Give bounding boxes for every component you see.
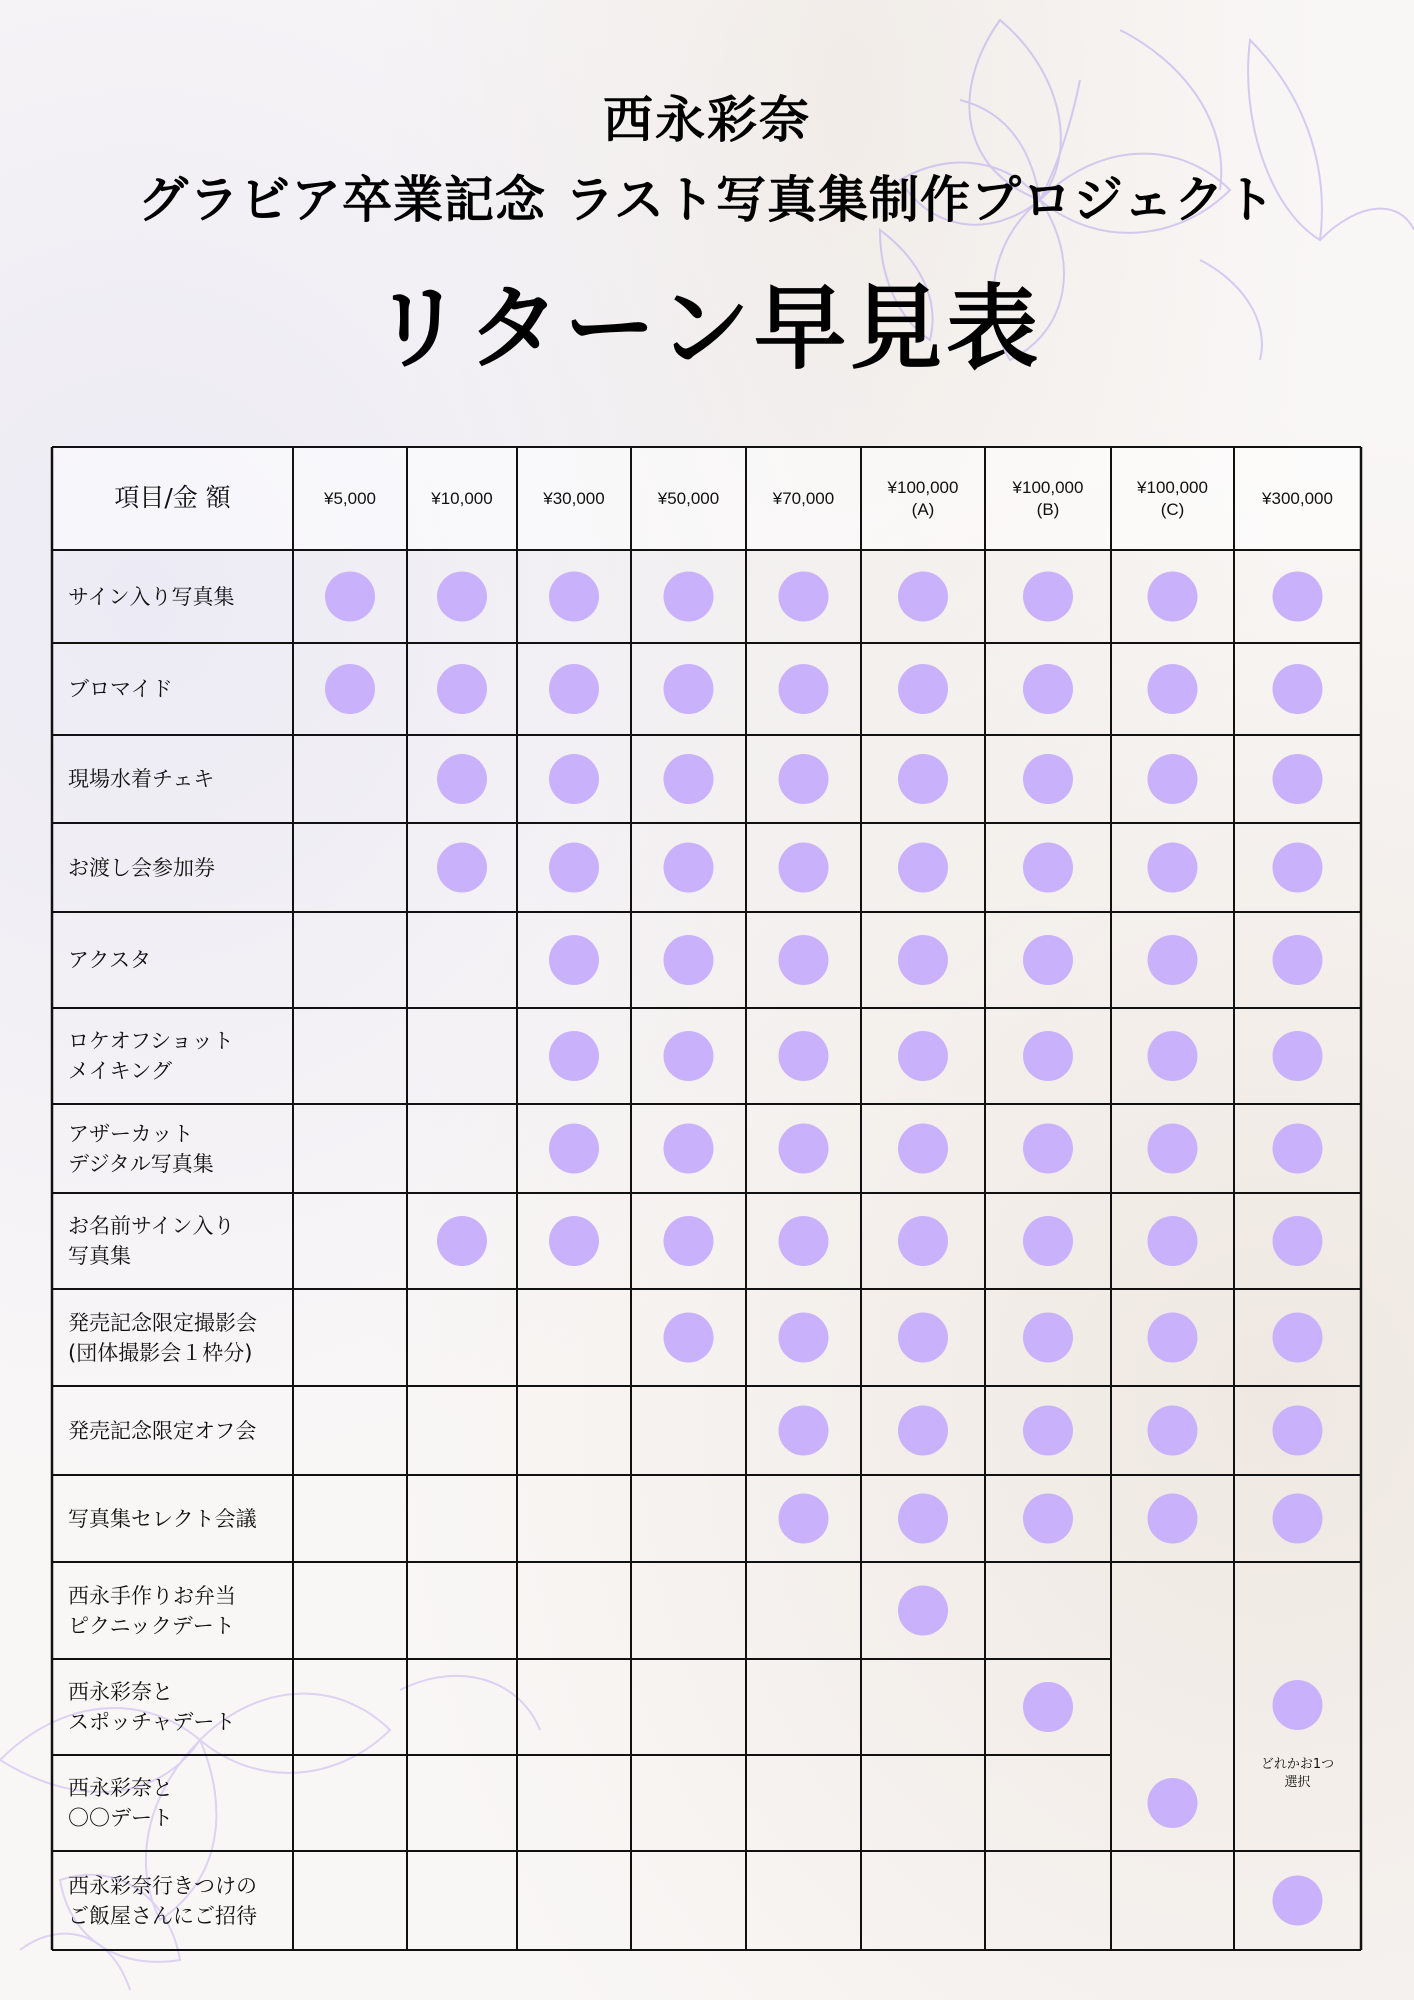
event-name: 西永彩奈: [603, 91, 811, 149]
check-dot: [1148, 935, 1198, 985]
check-dot: [898, 1124, 948, 1174]
choose-one-note: どれかお1つ 選択: [1260, 1757, 1335, 1790]
check-dot: [1148, 1494, 1198, 1544]
header-price-9: ¥300,000: [1262, 488, 1333, 508]
check-dot: [1273, 1494, 1323, 1544]
row-label: アザーカット デジタル写真集: [68, 1121, 214, 1176]
check-dot: [1273, 935, 1323, 985]
check-dot: [1273, 1031, 1323, 1081]
check-dot: [898, 754, 948, 804]
check-dot: [779, 572, 829, 622]
header-price-1: ¥5,000: [324, 488, 376, 508]
row-label: 西永彩奈と 〇〇デート: [68, 1776, 173, 1830]
check-dot: [1023, 754, 1073, 804]
check-dot: [1023, 1406, 1073, 1456]
check-dot: [898, 935, 948, 985]
row-label: お渡し会参加券: [68, 855, 215, 880]
check-dot: [1023, 843, 1073, 893]
check-dot: [1023, 1494, 1073, 1544]
check-dot: [779, 754, 829, 804]
check-dot: [1148, 843, 1198, 893]
header-price-3: ¥30,000: [543, 488, 605, 508]
row-label: アクスタ: [68, 948, 152, 972]
row-label: 発売記念限定オフ会: [68, 1418, 257, 1443]
check-dot: [1148, 1313, 1198, 1363]
check-dot: [664, 1031, 714, 1081]
check-dot: [1148, 1406, 1198, 1456]
check-dot: [1023, 664, 1073, 714]
check-dot: [1273, 572, 1323, 622]
check-dot: [664, 664, 714, 714]
check-dot: [664, 1216, 714, 1266]
check-dot: [549, 843, 599, 893]
check-dot: [898, 572, 948, 622]
header-price-7: ¥100,000 (B): [1012, 477, 1084, 519]
check-dot: [779, 935, 829, 985]
check-dot: [1023, 1124, 1073, 1174]
row-label: 西永彩奈行きつけの ご飯屋さんにご招待: [68, 1873, 257, 1928]
check-dot: [779, 664, 829, 714]
row-label: 写真集セレクト会議: [68, 1506, 257, 1531]
check-dot: [664, 572, 714, 622]
row-label: 現場水着チェキ: [68, 767, 215, 791]
check-dot: [1023, 572, 1073, 622]
check-dot: [1148, 1778, 1198, 1828]
header-price-6: ¥100,000 (A): [887, 477, 959, 519]
row-label: お名前サイン入り 写真集: [68, 1214, 235, 1268]
row-label: 西永手作りお弁当 ピクニックデート: [68, 1583, 236, 1638]
check-dot: [779, 1313, 829, 1363]
header-item-label: 項目/金 額: [114, 482, 231, 512]
check-dot: [549, 664, 599, 714]
check-dot: [898, 664, 948, 714]
check-dot: [1023, 1682, 1073, 1732]
check-dot: [437, 664, 487, 714]
check-dot: [1023, 1216, 1073, 1266]
check-dot: [1148, 1124, 1198, 1174]
check-dot: [549, 1124, 599, 1174]
check-dot: [664, 1124, 714, 1174]
check-dot: [437, 754, 487, 804]
check-dot: [549, 1031, 599, 1081]
check-dot: [1273, 1124, 1323, 1174]
check-dot: [1273, 843, 1323, 893]
check-dot: [898, 843, 948, 893]
check-dot: [779, 1216, 829, 1266]
row-label: 西永彩奈と スポッチャデート: [68, 1680, 236, 1734]
check-dot: [664, 754, 714, 804]
check-dot: [779, 1031, 829, 1081]
check-dot: [1273, 1216, 1323, 1266]
header-price-2: ¥10,000: [431, 488, 493, 508]
check-dot: [1273, 1313, 1323, 1363]
check-dot: [898, 1031, 948, 1081]
header-price-5: ¥70,000: [772, 488, 835, 508]
check-dot: [1148, 1216, 1198, 1266]
check-dot: [898, 1406, 948, 1456]
row-label: ロケオフショット メイキング: [68, 1029, 234, 1083]
check-dot: [898, 1216, 948, 1266]
check-dot-merged: [1273, 1680, 1323, 1730]
check-dot: [437, 843, 487, 893]
check-dot: [1273, 1406, 1323, 1456]
check-dot: [779, 1124, 829, 1174]
check-dot: [898, 1494, 948, 1544]
check-dot: [664, 843, 714, 893]
check-dot: [1023, 935, 1073, 985]
check-dot: [1148, 754, 1198, 804]
check-dot: [549, 935, 599, 985]
check-dot: [779, 1494, 829, 1544]
check-dot: [1148, 664, 1198, 714]
check-dot: [1148, 1031, 1198, 1081]
check-dot: [549, 754, 599, 804]
check-dot: [437, 572, 487, 622]
row-label: サイン入り写真集: [68, 584, 235, 609]
check-dot: [779, 843, 829, 893]
header-price-8: ¥100,000 (C): [1137, 477, 1208, 519]
check-dot: [549, 1216, 599, 1266]
check-dot: [898, 1313, 948, 1363]
page-title: リターン早見表: [371, 275, 1043, 382]
check-dot: [1023, 1313, 1073, 1363]
check-dot: [1023, 1031, 1073, 1081]
check-dot: [325, 572, 375, 622]
header-price-4: ¥50,000: [657, 488, 720, 508]
check-dot: [779, 1406, 829, 1456]
row-label: 発売記念限定撮影会 (団体撮影会１枠分): [68, 1310, 257, 1365]
check-dot: [898, 1586, 948, 1636]
check-dot: [1273, 754, 1323, 804]
check-dot: [1148, 572, 1198, 622]
check-dot: [1273, 664, 1323, 714]
check-dot: [325, 664, 375, 714]
check-dot: [664, 1313, 714, 1363]
check-dot: [1273, 1876, 1323, 1926]
project-title: グラビア卒業記念 ラスト写真集制作プロジェクト: [138, 171, 1276, 229]
check-dot: [664, 935, 714, 985]
check-dot: [549, 572, 599, 622]
check-dot: [437, 1216, 487, 1266]
row-label: ブロマイド: [68, 677, 173, 701]
